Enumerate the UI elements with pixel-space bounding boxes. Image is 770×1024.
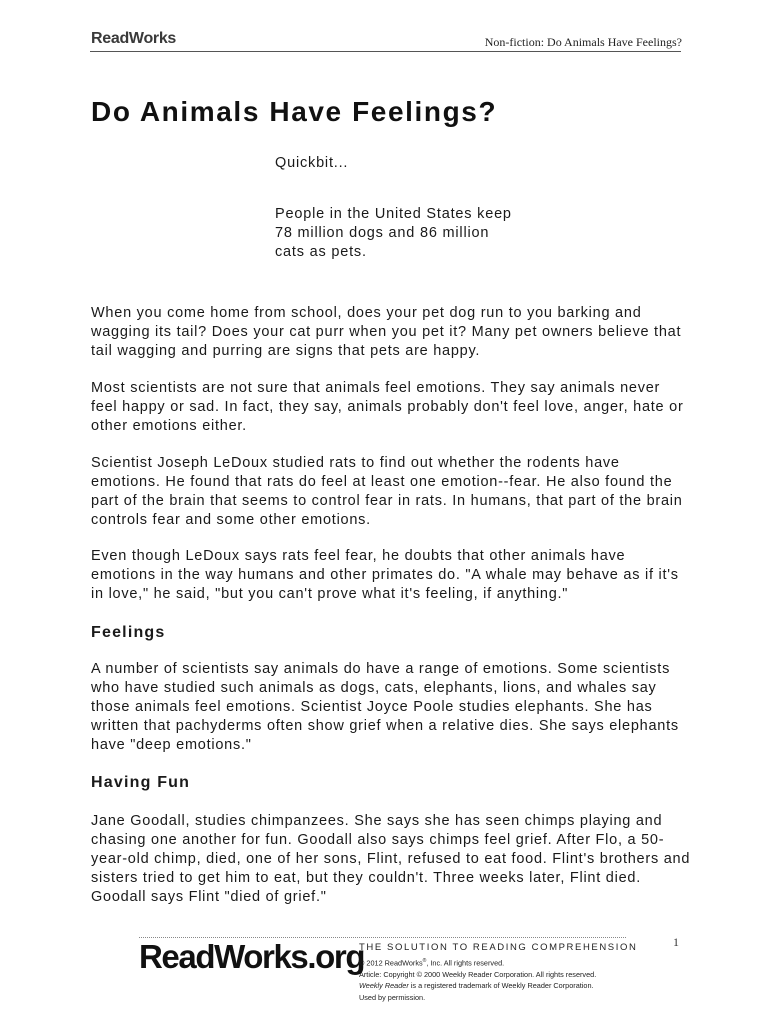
quickbit-label: Quickbit... bbox=[275, 155, 349, 171]
page-number: 1 bbox=[673, 935, 679, 949]
section-paragraph-feelings: A number of scientists say animals do have a range of emotions. Some scientists who have studied such animals as dogs, cats, elephants, lions, and whales say those animals feel emotions. Scientist Joyce Poole studies elephants. She has written that pachyderms often show grief when a relative dies. She says elephants have "deep emotions." bbox=[91, 661, 679, 753]
paragraph-3: Scientist Joseph LeDoux studied rats to find out whether the rodents have emotions. He found that rats do feel at least one emotion--fear. He also found the part of the brain that seems to control fear in rats. In humans, that part of the brain controls fear and some other emotions. bbox=[91, 455, 683, 528]
trademark-text: is a registered trademark of Weekly Reader Corporation. bbox=[408, 981, 594, 991]
footer-permission: Used by permission. bbox=[359, 992, 426, 1002]
footer-trademark bbox=[359, 980, 639, 992]
paragraph-1: When you come home from school, does your pet dog run to you barking and wagging its tail? Does your cat purr when you pet it? Many pet owners believe that tail wagging and purring are signs that pets are happy. bbox=[91, 305, 682, 359]
footer-article-copyright: Article: Copyright © 2000 Weekly Reader Corporation. All rights reserved. bbox=[359, 969, 597, 979]
footer-copyright bbox=[359, 956, 639, 969]
footer-logo: ReadWorks.org bbox=[139, 938, 365, 975]
section-heading-having-fun: Having Fun bbox=[91, 774, 191, 791]
header-logo: ReadWorks bbox=[91, 30, 177, 47]
header-rule bbox=[90, 51, 681, 52]
section-heading-feelings: Feelings bbox=[91, 624, 166, 641]
footer-tagline: THE SOLUTION TO READING COMPREHENSION bbox=[359, 942, 638, 953]
registered-mark: ® bbox=[422, 958, 427, 964]
paragraph-2: Most scientists are not sure that animals feel emotions. They say animals never feel happy or sad. In fact, they say, animals probably don't feel love, anger, hate or other emotions either. bbox=[91, 380, 684, 434]
header-doc-label: Non-fiction: Do Animals Have Feelings? bbox=[484, 35, 682, 49]
footer-info bbox=[359, 942, 639, 1003]
section-paragraph-having-fun: Jane Goodall, studies chimpanzees. She says she has seen chimps playing and chasing one another for fun. Goodall also says chimps feel grief. After Flo, a 50-year-old chimp, died, one of her sons, Flint, refused to eat food. Flint's brothers and sisters tried to get him to eat, but they couldn't. Three weeks later, Flint died. Goodall says Flint "died of grief." bbox=[91, 813, 691, 905]
quickbit-text: People in the United States keep 78 million dogs and 86 million cats as pets. bbox=[275, 206, 512, 260]
paragraph-4: Even though LeDoux says rats feel fear, he doubts that other animals have emotions in the way humans and other primates do. "A whale may behave as if it's in love," he said, "but you can't prove what it's feeling, if anything." bbox=[91, 548, 679, 602]
copyright-text: © 2012 ReadWorks bbox=[359, 958, 423, 968]
copyright-suffix: , Inc. All rights reserved. bbox=[426, 958, 505, 968]
page-title: Do Animals Have Feelings? bbox=[91, 96, 498, 127]
trademark-name: Weekly Reader bbox=[359, 981, 409, 991]
